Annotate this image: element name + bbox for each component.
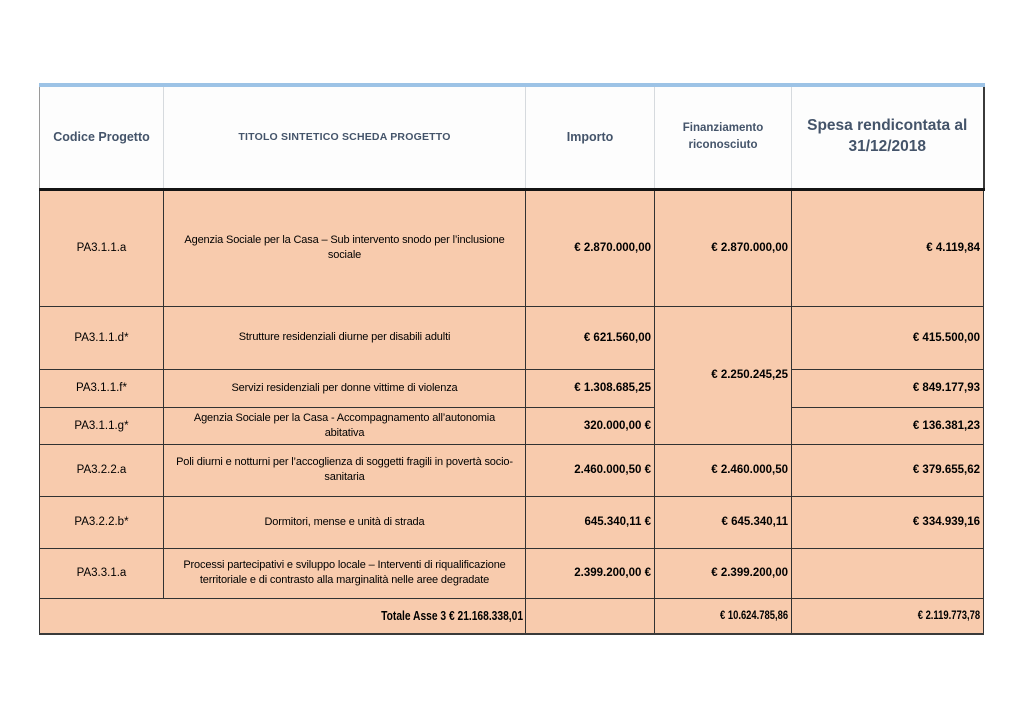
table-row <box>40 444 984 496</box>
project-title-cell: Agenzia Sociale per la Casa - Accompagnamento all’autonomia abitativa <box>164 407 526 444</box>
project-title-cell: Processi partecipativi e sviluppo locale – Interventi di riqualificazione territoriale e di contrasto alla marginalità nelle aree degradate <box>164 548 526 598</box>
spesa-cell: € 334.939,16 <box>792 496 984 548</box>
total-importo-cell <box>526 598 655 634</box>
table-row <box>40 548 984 598</box>
project-code-cell: PA3.1.1.f* <box>40 369 164 407</box>
project-title-cell: Poli diurni e notturni per l’accoglienza di soggetti fragili in povertà socio- sanitaria <box>164 444 526 496</box>
table-row <box>40 496 984 548</box>
total-finanziamento: € 10.624.785,86 <box>719 609 788 622</box>
spesa-cell: € 136.381,23 <box>792 407 984 444</box>
header-importo: Importo <box>526 85 655 189</box>
total-spesa-cell <box>792 598 984 634</box>
table-row <box>40 189 984 306</box>
header-titolo-sintetico: TITOLO SINTETICO SCHEDA PROGETTO <box>164 85 526 189</box>
importo-cell: 2.460.000,50 € <box>526 444 655 496</box>
importo-cell: € 1.308.685,25 <box>526 369 655 407</box>
total-spesa: € 2.119.773,78 <box>917 609 980 622</box>
project-code-cell: PA3.1.1.a <box>40 189 164 306</box>
project-code-cell: PA3.1.1.d* <box>40 306 164 369</box>
project-code-cell: PA3.3.1.a <box>40 548 164 598</box>
project-code-cell: PA3.1.1.g* <box>40 407 164 444</box>
spesa-cell: € 4.119,84 <box>792 189 984 306</box>
project-title-cell: Servizi residenziali per donne vittime di violenza <box>164 369 526 407</box>
finanziamento-cell: € 2.399.200,00 <box>655 548 792 598</box>
finanziamento-cell: € 2.870.000,00 <box>655 189 792 306</box>
project-code-cell: PA3.2.2.b* <box>40 496 164 548</box>
total-row <box>40 598 984 634</box>
project-title-cell: Agenzia Sociale per la Casa – Sub intervento snodo per l’inclusione sociale <box>164 189 526 306</box>
total-label-cell <box>40 598 526 634</box>
finanziamento-cell: € 2.460.000,50 <box>655 444 792 496</box>
header-spesa-rendicontata: Spesa rendicontata al 31/12/2018 <box>792 85 984 189</box>
importo-cell: 2.399.200,00 € <box>526 548 655 598</box>
total-finanziamento-cell <box>655 598 792 634</box>
header-row <box>40 85 984 189</box>
finanziamento-cell: € 645.340,11 <box>655 496 792 548</box>
project-title-cell: Strutture residenziali diurne per disabili adulti <box>164 306 526 369</box>
project-code-cell: PA3.2.2.a <box>40 444 164 496</box>
importo-cell: € 621.560,00 <box>526 306 655 369</box>
spesa-cell: € 415.500,00 <box>792 306 984 369</box>
table-row <box>40 306 984 369</box>
spesa-cell <box>792 548 984 598</box>
spesa-cell: € 849.177,93 <box>792 369 984 407</box>
finanziamento-merged-cell: € 2.250.245,25 <box>655 306 792 444</box>
table-row <box>40 407 984 444</box>
header-codice-progetto: Codice Progetto <box>40 85 164 189</box>
importo-cell: 320.000,00 € <box>526 407 655 444</box>
project-title-cell: Dormitori, mense e unità di strada <box>164 496 526 548</box>
table-row <box>40 369 984 407</box>
spesa-cell: € 379.655,62 <box>792 444 984 496</box>
importo-cell: 645.340,11 € <box>526 496 655 548</box>
total-label: Totale Asse 3 € 21.168.338,01 <box>381 608 523 623</box>
project-funding-table <box>39 83 985 635</box>
importo-cell: € 2.870.000,00 <box>526 189 655 306</box>
header-finanziamento-riconosciuto: Finanziamento riconosciuto <box>655 85 792 189</box>
